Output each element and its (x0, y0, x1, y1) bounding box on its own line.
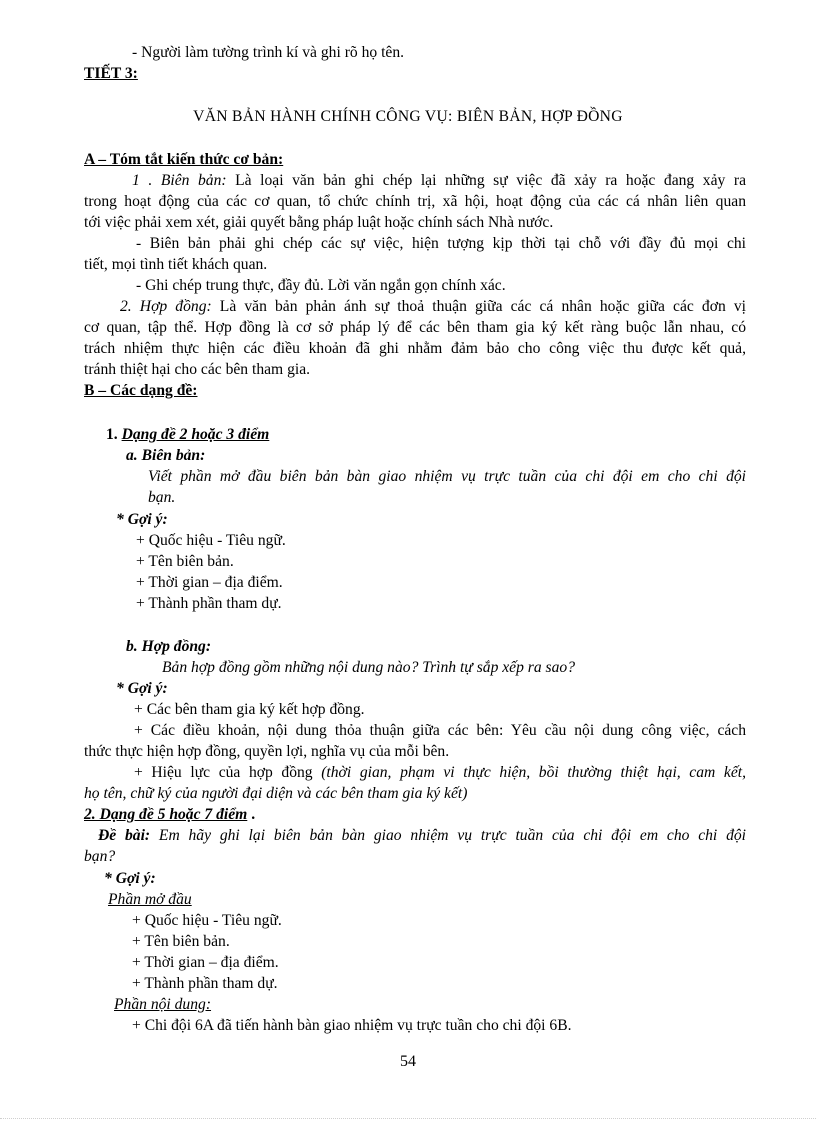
hint-item: thức thực hiện hợp đồng, quyền lợi, nghĩa vụ của mỗi bên. (84, 743, 450, 760)
paragraph-line (84, 297, 746, 317)
section-title: VĂN BẢN HÀNH CHÍNH CÔNG VỤ: BIÊN BẢN, HỢP ĐỒNG (193, 108, 623, 125)
hint-item: + Thành phần tham dự. (136, 595, 282, 612)
paragraph-line: tránh thiệt hại cho các bên tham gia. (84, 361, 311, 378)
text-run: + Hiệu lực của hợp đồng (134, 764, 322, 781)
hint-heading: * Gợi ý: (116, 511, 168, 528)
text-run: 2. Dạng đề 5 hoặc 7 điểm (84, 806, 248, 823)
text-run: Em hãy ghi lại biên bản bàn giao nhiệm vụ trực tuần của chi đội em cho chi đội (150, 827, 746, 844)
assignment-line: bạn? (84, 848, 116, 865)
text-run: . (247, 806, 256, 823)
hint-item: + Các bên tham gia ký kết hợp đồng. (134, 701, 365, 718)
page-edge-divider (0, 1118, 816, 1119)
text-run: Là văn bản phản ánh sự thoả thuận giữa các cá nhân hoặc giữa các đơn vị (211, 298, 746, 315)
text-run: (thời gian, phạm vi thực hiện, bồi thường thiệt hại, cam kết, (321, 764, 746, 781)
text-run: Dạng đề 2 hoặc 3 điểm (121, 426, 270, 443)
text-run: Là loại văn bản ghi chép lại những sự việc đã xảy ra hoặc đang xảy ra (226, 172, 746, 189)
page-number: 54 (400, 1053, 416, 1070)
hint-item: + Thời gian – địa điểm. (136, 574, 283, 591)
hint-heading: * Gợi ý: (104, 870, 156, 887)
hint-item: + Tên biên bản. (136, 553, 234, 570)
paragraph-line: - Ghi chép trung thực, đầy đủ. Lời văn ngắn gọn chính xác. (136, 277, 506, 294)
assignment-line (84, 826, 746, 846)
hint-item: họ tên, chữ ký của người đại diện và các bên tham gia ký kết) (84, 785, 468, 802)
term-bien-ban: 1 . Biên bản: (132, 172, 227, 189)
text-line: - Người làm tường trình kí và ghi rõ họ tên. (132, 44, 405, 61)
hint-item: + Thời gian – địa điểm. (132, 954, 279, 971)
paragraph-line: trách nhiệm thực hiện các điều khoản đã ghi nhằm đảm bảo cho công việc thu được kết quả, (84, 340, 746, 357)
hint-item: + Chi đội 6A đã tiến hành bàn giao nhiệm vụ trực tuần cho chi đội 6B. (132, 1017, 572, 1034)
paragraph-line: - Biên bản phải ghi chép các sự việc, hiện tượng kịp thời tại chỗ với đầy đủ mọi chi (136, 235, 746, 252)
part-heading: Phần nội dung: (114, 996, 212, 1013)
paragraph-line (84, 171, 746, 191)
hint-item: + Thành phần tham dự. (132, 975, 278, 992)
hint-item: + Quốc hiệu - Tiêu ngữ. (136, 532, 286, 549)
hint-item: + Quốc hiệu - Tiêu ngữ. (132, 912, 282, 929)
hint-item (84, 763, 746, 783)
hint-item: + Tên biên bản. (132, 933, 230, 950)
paragraph-line: tới việc phải xem xét, giải quyết bằng pháp luật hoặc chính sách Nhà nước. (84, 214, 554, 231)
paragraph-line: tiết, mọi tình tiết khách quan. (84, 256, 268, 273)
item-a-heading: a. Biên bản: (126, 447, 206, 464)
paragraph-line: trong hoạt động của các cơ quan, tổ chức chính trị, xã hội, hoạt động của các cá nhân liên quan (84, 193, 746, 210)
hint-item: + Các điều khoản, nội dung thỏa thuận giữa các bên: Yêu cầu nội dung công việc, cách (134, 722, 746, 739)
term-hop-dong: 2. Hợp đồng: (120, 298, 212, 315)
part-heading: Phần mở đầu (108, 891, 192, 908)
section-b-heading: B – Các dạng đề: (84, 382, 198, 399)
exercise-line: Viết phần mở đầu biên bản bàn giao nhiệm vụ trực tuần của chi đội em cho chi đội (148, 468, 746, 485)
hint-heading: * Gợi ý: (116, 680, 168, 697)
subheading-2 (84, 805, 255, 825)
assignment-label: Đề bài: (98, 827, 151, 844)
subheading-1 (106, 425, 269, 445)
section-a-heading: A – Tóm tắt kiến thức cơ bản: (84, 151, 284, 168)
item-b-heading: b. Hợp đồng: (126, 638, 212, 655)
lesson-heading: TIẾT 3: (84, 65, 138, 82)
paragraph-line: cơ quan, tập thể. Hợp đồng là cơ sở pháp lý để các bên tham gia ký kết ràng buộc lẫn nhau, có (84, 319, 746, 336)
exercise-line: bạn. (148, 489, 176, 506)
text-run: 1. (106, 426, 122, 443)
exercise-line: Bản hợp đồng gồm những nội dung nào? Trình tự sắp xếp ra sao? (162, 659, 576, 676)
